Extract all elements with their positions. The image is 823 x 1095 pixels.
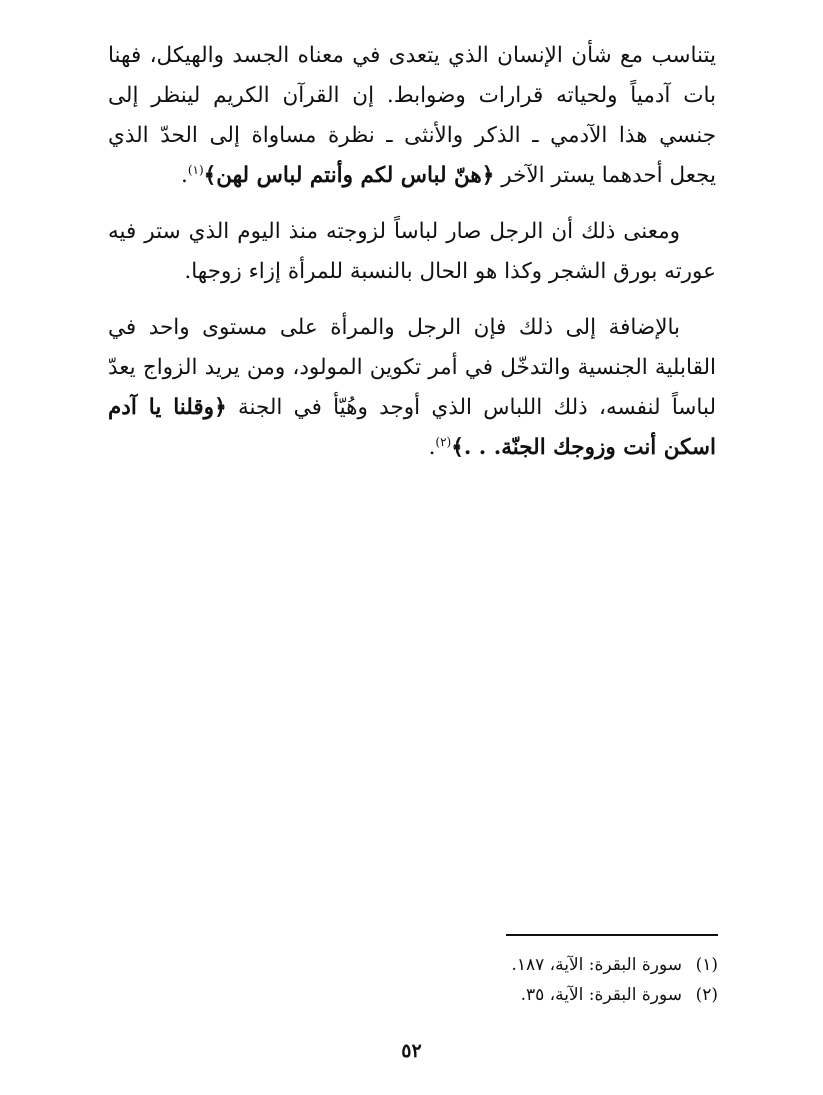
quran-verse-2: ﴿وقلنا يا آدم اسكن أنت وزوجك الجنّة. . .﴾ xyxy=(108,395,716,460)
paragraph-1-text: يتناسب مع شأن الإنسان الذي يتعدى في معناه الجسد والهيكل، فهنا بات آدمياً ولحياته قرارات وضوابط. إن القرآن الكريم لينظر إلى جنسي هذا الآدمي ـ الذكر والأنثى ـ نظرة مساواة إلى الحدّ الذي يجعل أحدهما يستر الآخر xyxy=(108,43,716,188)
footnote-divider xyxy=(506,934,718,936)
paragraph-2-text: ومعنى ذلك أن الرجل صار لباساً لزوجته منذ اليوم الذي ستر فيه عورته بورق الشجر وكذا هو الحال بالنسبة للمرأة إزاء زوجها. xyxy=(108,219,716,284)
footnote-2 xyxy=(360,980,718,1010)
paragraph-2 xyxy=(108,212,716,292)
footnote-2-text: سورة البقرة: الآية، ٣٥. xyxy=(520,985,682,1005)
quran-verse-1: ﴿هنّ لباس لكم وأنتم لباس لهن﴾ xyxy=(203,163,495,188)
footnote-2-number: (٢) xyxy=(695,985,718,1005)
paragraph-3-text: بالإضافة إلى ذلك فإن الرجل والمرأة على مستوى واحد في القابلية الجنسية والتدخّل في أمر تكوين المولود، ومن يريد الزواج يعدّ لباساً لنفسه، ذلك اللباس الذي أوجد وهُيّأ في الجنة xyxy=(108,315,716,420)
footnotes xyxy=(360,950,718,1010)
footnote-ref-1: (١) xyxy=(187,162,204,177)
paragraph-1-end: . xyxy=(181,163,188,188)
body-text xyxy=(108,36,716,484)
paragraph-3-end: . xyxy=(428,435,436,460)
footnote-ref-2: (٢) xyxy=(435,434,452,449)
paragraph-1 xyxy=(108,36,716,196)
page-number: ٥٢ xyxy=(401,1040,422,1062)
footnote-1-text: سورة البقرة: الآية، ١٨٧. xyxy=(511,955,682,975)
footnote-1-number: (١) xyxy=(695,955,718,975)
footnote-1 xyxy=(360,950,718,980)
paragraph-3 xyxy=(108,308,716,468)
